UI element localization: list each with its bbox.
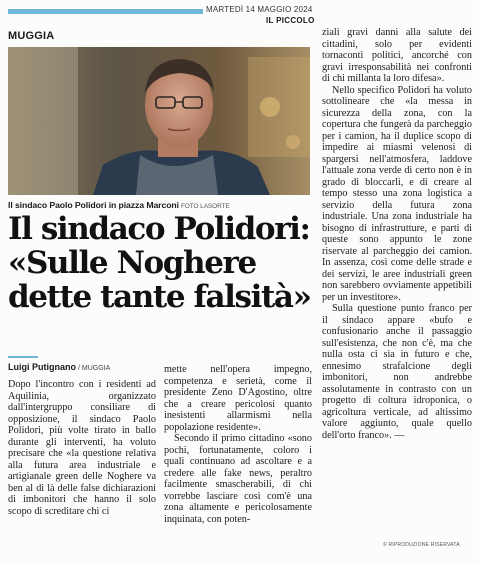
article-paragraph: Sulla questione punto franco per il sindaco appare «bufo e confusionario anche il passaggio sull'esistenza, che non c'è, ma che nulla osta ci sia in futuro e che, ennesimo strafalcione degli imbonitori, non andrebbe assolutamente in contrasto con un progetto di coltura idroponica, o agricoltura verticale, ad altissimo valore aggiunto, quale quello dell'orto franco». — xyxy=(322,303,472,441)
article-column-3 xyxy=(322,27,472,441)
article-paragraph: Dopo l'incontro con i residenti ad Aquilinia, organizzato dall'intergruppo consiliare di opposizione, il sindaco Paolo Polidori, più volte tirato in ballo durante gli interventi, ha voluto precisare che «la questione relativa alla futura area industriale e artigianale green delle Noghere va ben al di là delle false dichiarazioni di imbonitori che hanno il solo scopo di screditare chi ci xyxy=(8,379,156,517)
article-paragraph: ziali gravi danni alla salute dei cittadini, solo per evidenti tornaconti politici, ancorché con gravi irresponsabilità nei confronti di chi millanta la loro difesa». xyxy=(322,27,472,84)
photo-credit: FOTO LASORTE xyxy=(180,203,230,210)
article-paragraph: Secondo il primo cittadino «sono pochi, fortunatamente, coloro i quali continuano ad ascoltare e a credere alle fake news, peraltro facilmente smascherabili, di chi vorrebbe lasciare così com'è una zona altamente e pericolosamente inquinata, con poten- xyxy=(164,433,312,525)
masthead-paper-name: IL PICCOLO xyxy=(266,16,315,25)
photo-caption xyxy=(8,200,312,210)
article-headline xyxy=(8,212,313,314)
article-paragraph: Nello specifico Polidori ha voluto sottolineare che «la messa in sicurezza della zona, con la copertura che fungerà da parcheggio per i camion, ha il duplice scopo di impedire ai miasmi velenosi di spargersi nell'atmosfera, laddove l'attuale zona verde di certo non è in grado di bloccarli, e di creare al tempo stesso una zona logistica a servizio della futura zona industriale. Una zona industriale ha bisogno di infrastrutture, e parti di queste sono appunto le zone riservate al parcheggio dei camion. In assenza, così come delle strade e dei servizi, le aree industriali green non sarebbero ovviamente appetibili per un investitore». xyxy=(322,84,472,303)
byline-accent-rule xyxy=(8,356,38,358)
byline xyxy=(8,362,110,372)
section-label: MUGGIA xyxy=(8,30,55,42)
article-paragraph: mette nell'opera impegno, competenza e serietà, come il presidente Zeno D'Agostino, oltre che a creare pericolosi quanto inesistenti allarmismi nella popolazione residente». xyxy=(164,364,312,433)
headline-line-1: Il sindaco Polidori: xyxy=(8,211,310,247)
mayor-photo-image xyxy=(8,47,310,195)
headline-line-2: «Sulle Noghere xyxy=(8,245,256,281)
copyright-note: © RIPRODUZIONE RISERVATA xyxy=(383,542,460,548)
masthead-date: MARTEDÌ 14 MAGGIO 2024 xyxy=(206,5,313,14)
masthead-accent-rule xyxy=(8,9,203,14)
article-column-1 xyxy=(8,379,156,517)
byline-place: / MUGGIA xyxy=(78,365,111,372)
byline-author: Luigi Putignano xyxy=(8,362,76,372)
article-column-2 xyxy=(164,364,312,525)
photo-caption-text: Il sindaco Paolo Polidori in piazza Marconi xyxy=(8,200,179,210)
headline-line-3: dette tante falsità» xyxy=(8,279,311,315)
mayor-photo xyxy=(8,47,310,195)
